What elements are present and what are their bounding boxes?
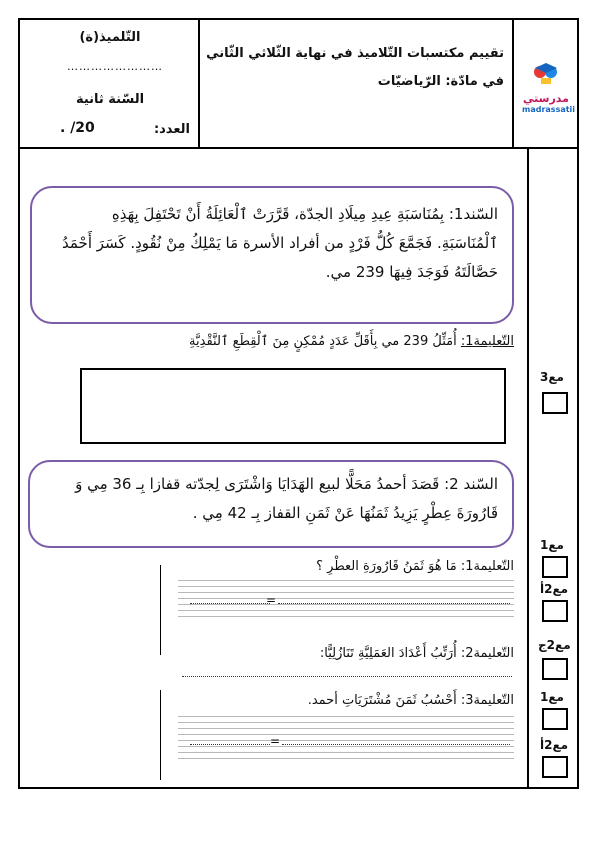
document-2-box	[28, 460, 514, 548]
task-4-ruled-lines	[178, 716, 514, 764]
criterion-checkbox[interactable]	[542, 600, 568, 622]
grade-label: السّنة ثانية	[75, 92, 145, 107]
task-4: التّعليمة3: أَحْسُبُ ثَمَنَ مُشْتَرَيَاتِ أحمد.	[307, 693, 514, 708]
criterion-checkbox[interactable]	[542, 556, 568, 578]
task-1-text: أُمَثِّلُ 239 مي بِأَقَلِّ عَدَدٍ مُمْكِنٍ مِنَ ٱلْقِطَعِ ٱلنَّقْدِيَّةِ	[189, 334, 461, 349]
criterion-checkbox[interactable]	[542, 658, 568, 680]
task-4-answer-right[interactable]	[282, 744, 510, 745]
task-2-answer-left[interactable]	[190, 603, 270, 604]
criterion-label: مع2أ	[540, 582, 569, 596]
work-area-margin-2	[160, 690, 161, 780]
graduation-cap-icon	[531, 60, 561, 88]
header-divider	[18, 147, 579, 149]
task-1	[180, 334, 514, 349]
criterion-label: مع2أ	[540, 738, 569, 752]
task-2-equals: =	[266, 593, 277, 607]
task-3: التّعليمة2: أُرَتِّبُ أَعْدَادَ العَمَلِيَّةِ تَنَازُلِيًّا:	[319, 646, 514, 661]
task-1-label: التّعليمة1:	[460, 334, 514, 349]
student-name-field[interactable]: ……………………	[67, 60, 163, 73]
document-1-text: السّند1: بِمُنَاسَبَةِ عِيدِ مِيلَادِ الجدّة، قَرَّرَتْ ٱلْعَائِلَةُ أَنْ تَحْتَفِلَ بِهَذِهِ ٱلْمُنَاسَبَةِ. فَجَمَّعَ كُلُّ فَرْدٍ من أفراد الأسرة مَا يَمْلِكُ مِنْ نُقُودٍ. كَسَرَ أَحْمَدُ حَصَّالَتَهُ فَوَجَدَ فِيهَا 239 مي.	[62, 205, 498, 281]
criterion-checkbox[interactable]	[542, 756, 568, 778]
criterion-label: مع2ج	[538, 638, 571, 652]
student-label: التّلميذ(ة)	[79, 30, 141, 45]
criterion-label: مع1	[540, 690, 564, 704]
logo-latin: madrassatii	[522, 105, 576, 114]
task-4-answer-left[interactable]	[190, 744, 270, 745]
task-3-answer-line[interactable]	[182, 676, 512, 677]
header-col-divider-2	[512, 18, 514, 149]
score-value: . /20	[60, 120, 95, 136]
document-1-box	[30, 186, 514, 324]
task-2-answer-right[interactable]	[278, 603, 510, 604]
criteria-column-divider	[527, 147, 529, 789]
header-col-divider-1	[198, 18, 200, 149]
task-4-equals: =	[270, 734, 281, 748]
document-2-text: السّند 2: قَصَدَ أحمدُ مَحَلًّا لبيع الهَدَايَا وَاشْتَرَى لِجدّته قفازا بِـ 36 مِي وَ قَارُورَةَ عِطْرٍ يَزِيدُ ثَمَنُهَا عَنْ ثَمَنِ القفاز بِـ 42 مِي .	[75, 475, 498, 522]
task-1-answer-box[interactable]	[80, 368, 506, 444]
criterion-label: مع1	[540, 538, 564, 552]
task-2: التّعليمة1: مَا هُوَ ثَمَنُ قَارُورَةِ العطْرِ ؟	[316, 559, 514, 574]
criterion-checkbox[interactable]	[542, 392, 568, 414]
exam-title: تقييم مكتسبات التّلاميذ في نهاية الثّلاثي الثّاني	[206, 46, 504, 61]
criterion-label: مع3	[540, 370, 564, 384]
subject-line: في مادّة: الرّياضيّات	[377, 74, 504, 89]
score-label: العدد:	[153, 122, 190, 137]
logo-name: مدرستي	[523, 92, 569, 105]
criterion-checkbox[interactable]	[542, 708, 568, 730]
logo	[522, 60, 576, 120]
work-area-margin-1	[160, 565, 161, 655]
task-2-ruled-lines	[178, 580, 514, 622]
